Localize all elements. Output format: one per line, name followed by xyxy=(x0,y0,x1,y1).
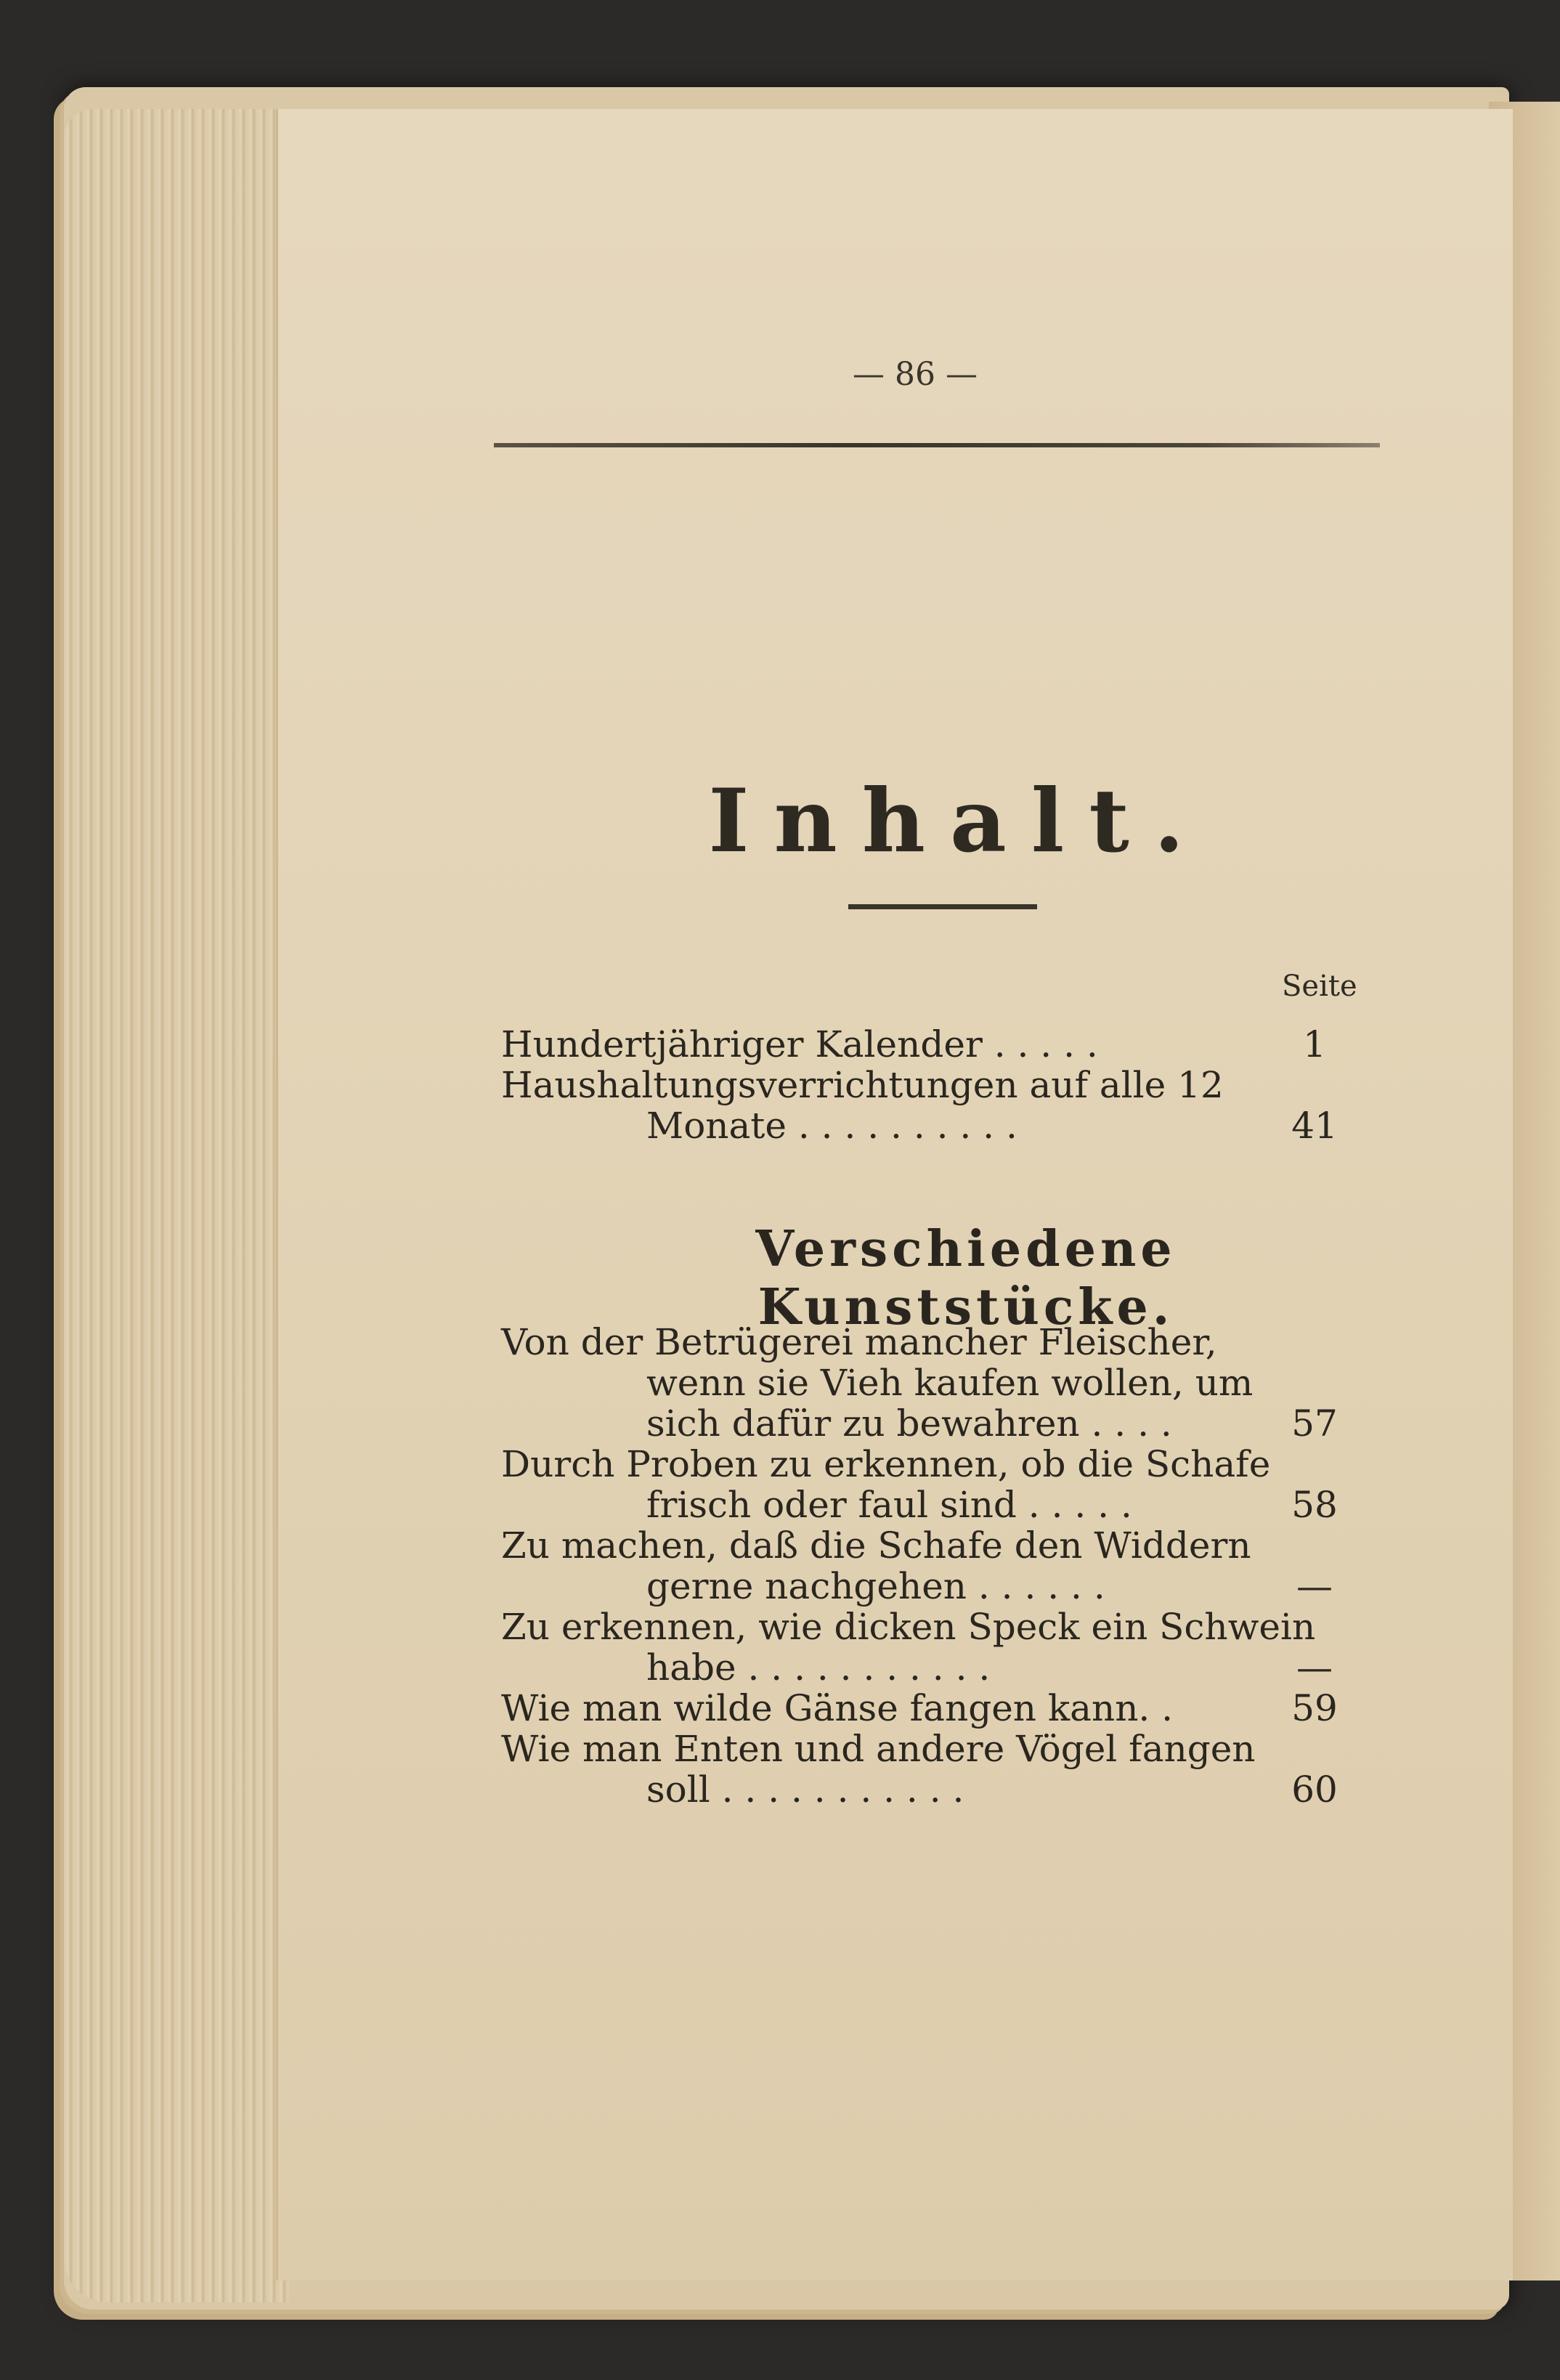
toc-entry-page: 57 xyxy=(1291,1402,1338,1445)
toc-entry-line: soll . . . . . . . . . . . xyxy=(646,1768,964,1811)
toc-entry-line: Durch Proben zu erkennen, ob die Schafe xyxy=(501,1443,1271,1485)
toc-list-section xyxy=(501,1322,1358,1810)
toc-entry-page: — xyxy=(1296,1565,1333,1607)
toc-entry-line: Wie man wilde Gänse fangen kann. . xyxy=(501,1687,1174,1729)
toc-entry-page: 1 xyxy=(1303,1023,1326,1065)
toc-entry-line: Haushaltungsverrichtungen auf alle 12 xyxy=(501,1064,1224,1106)
toc-entry xyxy=(501,1444,1358,1525)
section-heading: Verschiedene Kunststücke. xyxy=(755,1220,1177,1336)
toc-entry-page: 59 xyxy=(1291,1687,1338,1729)
toc-entry-page: 41 xyxy=(1291,1105,1338,1147)
book-page xyxy=(276,109,1513,2281)
page-number: — 86 — xyxy=(853,356,978,393)
toc-entry-line: Von der Betrügerei mancher Fleischer, xyxy=(501,1321,1217,1363)
toc-entry xyxy=(501,1065,1358,1146)
toc-entry-line: Zu machen, daß die Schafe den Widdern xyxy=(501,1524,1251,1567)
toc-entry xyxy=(501,1607,1358,1688)
header-rule xyxy=(494,443,1380,447)
page-stack-edge xyxy=(64,109,289,2302)
toc-entry-line: habe . . . . . . . . . . . xyxy=(646,1646,991,1689)
toc-entry-line: wenn sie Vieh kaufen wollen, um xyxy=(646,1362,1254,1404)
toc-entry-page: — xyxy=(1296,1646,1333,1689)
toc-entry xyxy=(501,1729,1358,1810)
toc-entry xyxy=(501,1024,1358,1065)
toc-entry-line: Hundertjähriger Kalender . . . . . xyxy=(501,1023,1098,1065)
title-rule xyxy=(848,904,1037,909)
toc-entry-page: 58 xyxy=(1291,1484,1338,1526)
toc-entry-line: Monate . . . . . . . . . . xyxy=(646,1105,1017,1147)
toc-entry xyxy=(501,1525,1358,1607)
toc-entry-page: 60 xyxy=(1291,1768,1338,1811)
toc-entry-line: gerne nachgehen . . . . . . xyxy=(646,1565,1105,1607)
toc-list-top xyxy=(501,1024,1358,1146)
toc-entry-line: Zu erkennen, wie dicken Speck ein Schwein xyxy=(501,1606,1316,1648)
toc-entry-line: Wie man Enten und andere Vögel fangen xyxy=(501,1728,1256,1770)
toc-entry-line: frisch oder faul sind . . . . . xyxy=(646,1484,1132,1526)
toc-entry xyxy=(501,1322,1358,1444)
page-column-header: Seite xyxy=(1282,970,1357,1003)
toc-entry xyxy=(501,1688,1358,1729)
toc-entry-line: sich dafür zu bewahren . . . . xyxy=(646,1402,1172,1445)
page-title: Inhalt. xyxy=(708,770,1209,872)
